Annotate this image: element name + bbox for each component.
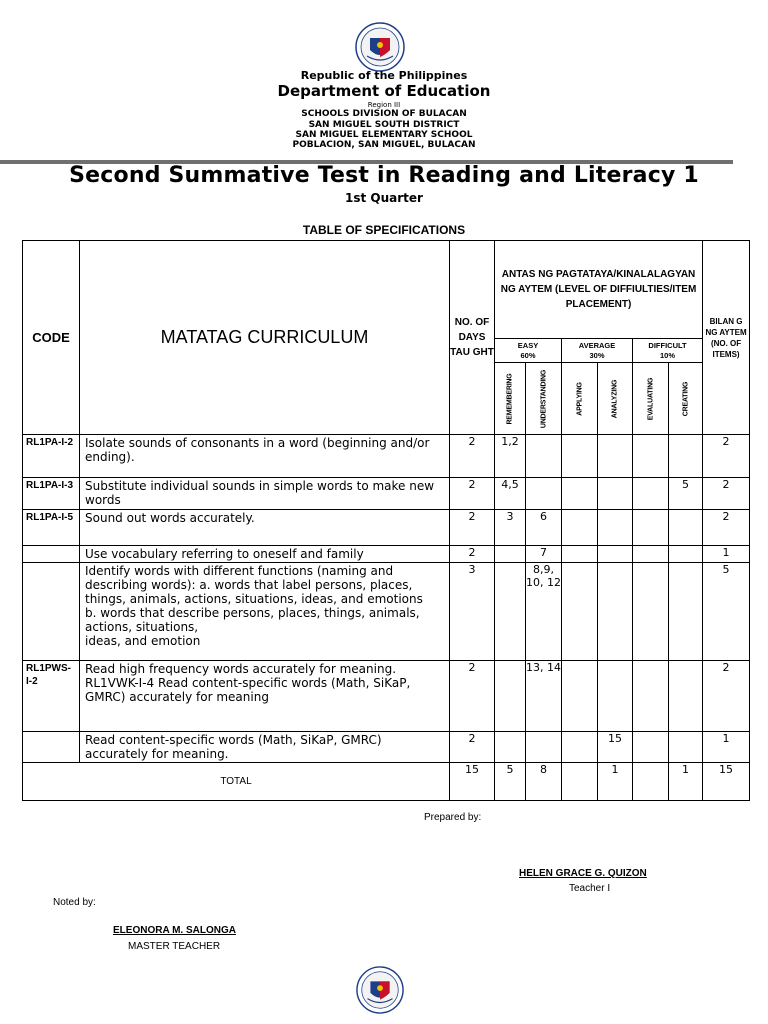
address-label: POBLACION, SAN MIGUEL, BULACAN [292,140,476,150]
remembering-items [495,661,526,732]
table-row [23,661,750,732]
table-row [23,478,750,510]
applying-items [562,732,598,763]
preparer-title: Teacher I [569,883,611,894]
total-understanding: 8 [526,763,562,801]
competency-code [23,563,80,661]
remembering-items [495,546,526,563]
applying-items [562,546,598,563]
understanding-items: 6 [526,510,562,546]
document-title: Second Summative Test in Reading and Literacy 1 [69,163,699,188]
applying-items [562,478,598,510]
item-count: 5 [703,563,750,661]
division-label: SCHOOLS DIVISION OF BULACAN [301,109,467,119]
school-label: SAN MIGUEL ELEMENTARY SCHOOL [295,130,473,140]
total-applying [562,763,598,801]
evaluating-items [633,732,669,763]
analyzing-items [598,478,633,510]
item-count: 2 [703,661,750,732]
table-row [23,732,750,763]
competency-text: Read content-specific words (Math, SiKaP, GMRC) accurately for meaning. [80,732,450,763]
days-header: NO. OF DAYS TAU GHT [450,241,495,435]
evaluating-header: EVALUATING [633,363,669,435]
understanding-items [526,435,562,478]
creating-items [669,546,703,563]
understanding-header: UNDERSTANDING [526,363,562,435]
deped-seal-icon [356,966,404,1014]
days-taught: 3 [450,563,495,661]
analyzing-items [598,546,633,563]
district-label: SAN MIGUEL SOUTH DISTRICT [308,120,460,130]
total-label: TOTAL [23,763,450,801]
analyzing-items [598,510,633,546]
creating-items [669,510,703,546]
noted-by-label: Noted by: [53,897,96,908]
competency-text: Sound out words accurately. [80,510,450,546]
understanding-items [526,732,562,763]
remembering-items: 3 [495,510,526,546]
analyzing-items: 15 [598,732,633,763]
items-header: BILAN G NG AYTEM (NO. OF ITEMS) [703,241,750,435]
antas-header: ANTAS NG PAGTATAYA/KINALALAGYAN NG AYTEM (LEVEL OF DIFFIULTIES/ITEM PLACEMENT) [495,241,703,339]
competency-code: RL1PA-I-5 [23,510,80,546]
specification-table [22,240,750,801]
table-row [23,563,750,661]
difficult-header: DIFFICULT 10% [633,339,703,363]
republic-label: Republic of the Philippines [300,69,468,82]
evaluating-items [633,563,669,661]
competency-text: Isolate sounds of consonants in a word (beginning and/or ending). [80,435,450,478]
days-taught: 2 [450,478,495,510]
applying-items [562,563,598,661]
item-count: 1 [703,732,750,763]
total-days: 15 [450,763,495,801]
evaluating-items [633,510,669,546]
evaluating-items [633,546,669,563]
remembering-items: 1,2 [495,435,526,478]
applying-items [562,435,598,478]
item-count: 2 [703,510,750,546]
remembering-header: REMEMBERING [495,363,526,435]
curriculum-header: MATATAG CURRICULUM [80,241,450,435]
item-count: 2 [703,435,750,478]
total-evaluating [633,763,669,801]
total-creating: 1 [669,763,703,801]
competency-text: Substitute individual sounds in simple words to make new words [80,478,450,510]
competency-code [23,546,80,563]
creating-items [669,732,703,763]
competency-code: RL1PA-I-3 [23,478,80,510]
remembering-items [495,732,526,763]
days-taught: 2 [450,732,495,763]
days-taught: 2 [450,435,495,478]
competency-text: Use vocabulary referring to oneself and family [80,546,450,563]
preparer-name: HELEN GRACE G. QUIZON [519,868,647,879]
competency-code [23,732,80,763]
creating-header: CREATING [669,363,703,435]
applying-items [562,510,598,546]
table-row [23,510,750,546]
analyzing-items [598,661,633,732]
days-taught: 2 [450,661,495,732]
prepared-by-label: Prepared by: [424,812,482,823]
competency-code: RL1PWS-I-2 [23,661,80,732]
understanding-items: 8,9, 10, 12 [526,563,562,661]
creating-items: 5 [669,478,703,510]
evaluating-items [633,478,669,510]
total-items: 15 [703,763,750,801]
competency-text: Read high frequency words accurately for meaning. RL1VWK-I-4 Read content-specific words (Math, SiKaP, GMRC) accurately for meaning [80,661,450,732]
item-count: 1 [703,546,750,563]
total-remembering: 5 [495,763,526,801]
creating-items [669,563,703,661]
noter-name: ELEONORA M. SALONGA [113,925,236,936]
analyzing-header: ANALYZING [598,363,633,435]
understanding-items: 7 [526,546,562,563]
department-label: Department of Education [277,82,491,100]
applying-items [562,661,598,732]
table-row [23,546,750,563]
competency-code: RL1PA-I-2 [23,435,80,478]
table-title: TABLE OF SPECIFICATIONS [302,223,466,237]
creating-items [669,661,703,732]
competency-text: Identify words with different functions (naming and describing words): a. words that label persons, places, things, animals, actions, situations, ideas, and emotions b. words that describe persons, places, things, animals, actions, situations, ideas, and emotion [80,563,450,661]
average-header: AVERAGE 30% [562,339,633,363]
remembering-items: 4,5 [495,478,526,510]
applying-header: APPLYING [562,363,598,435]
understanding-items [526,478,562,510]
region-label: Region III [367,101,401,109]
understanding-items: 13, 14 [526,661,562,732]
creating-items [669,435,703,478]
total-analyzing: 1 [598,763,633,801]
analyzing-items [598,435,633,478]
days-taught: 2 [450,546,495,563]
easy-header: EASY 60% [495,339,562,363]
analyzing-items [598,563,633,661]
item-count: 2 [703,478,750,510]
deped-seal-icon [355,22,405,72]
evaluating-items [633,661,669,732]
evaluating-items [633,435,669,478]
days-taught: 2 [450,510,495,546]
noter-title: MASTER TEACHER [128,941,221,952]
code-header: CODE [23,241,80,435]
total-row [23,763,750,801]
remembering-items [495,563,526,661]
table-row [23,435,750,478]
quarter-label: 1st Quarter [345,191,423,205]
